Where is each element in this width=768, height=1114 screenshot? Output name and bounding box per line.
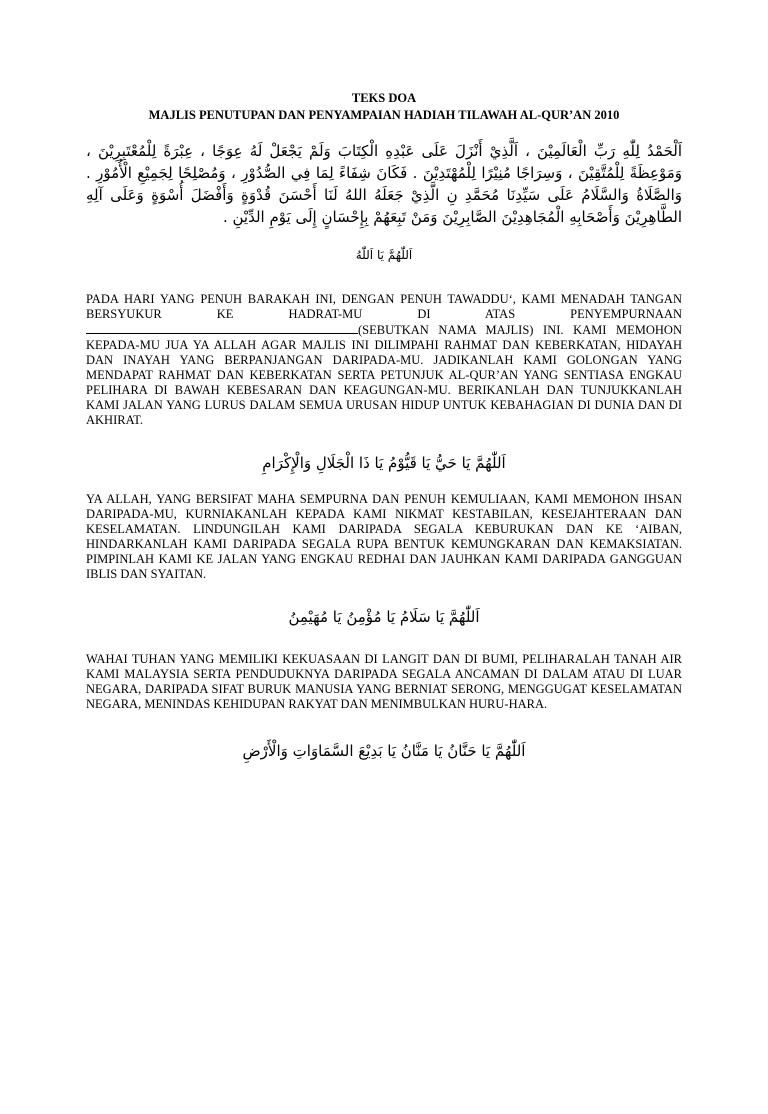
- arabic-invocation-allahumma: اَللّٰهُمَّ يَا اَللّٰهُ: [355, 248, 413, 262]
- document-page: [0, 90, 768, 1114]
- prayer-paragraph-3: WAHAI TUHAN YANG MEMILIKI KEKUASAAN DI LANGIT DAN DI BUMI, PELIHARALAH TANAH AIR KAMI MALAYSIA SERTA PENDUDUKNYA DARIPADA SEGALA ANCAMAN DI DALAM ATAU DI LUAR NEGARA, DARIPADA SIFAT BURUK MANUSIA YANG BERNIAT SERONG, MENGGUGAT KESELAMATAN NEGARA, MENINDAS KEHIDUPAN RAKYAT DAN MENIMBULKAN HURU-HARA.: [86, 652, 682, 711]
- majlis-name-blank: [86, 322, 358, 334]
- prayer-paragraph-2: YA ALLAH, YANG BERSIFAT MAHA SEMPURNA DAN PENUH KEMULIAAN, KAMI MEMOHON IHSAN DARIPADA-MU, KURNIAKANLAH KEPADA KAMI NIKMAT KESTABILAN, KESEJAHTERAAN DAN KESELAMATAN. LINDUNGILAH KAMI DARIPADA SEGALA KEBURUKAN DAN KE ‘AIBAN, HINDARKANLAH KAMI DARIPADA SEGALA RUPA BENTUK KEMUNGKARAN DAN KEMAKSIATAN. PIMPINLAH KAMI KE JALAN YANG ENGKAU REDHAI DAN JAUHKAN KAMI DARIPADA GANGGUAN IBLIS DAN SYAITAN.: [86, 492, 682, 581]
- arabic-invocation-hannan-mannan: اَللّٰهُمَّ يَا حَنَّانُ يَا مَنَّانُ يَا بَدِيْعَ السَّمَاوَاتِ وَالْأَرْضِ: [242, 742, 526, 760]
- document-title: TEKS DOA: [351, 91, 417, 105]
- prayer-paragraph-1: [86, 292, 682, 428]
- arabic-invocation-hayyu-qayyum: اَللّٰهُمَّ يَا حَيُّ يَا قَيُّوْمُ يَا ذَا الْجَلَالِ وَالْإِكْرَامِ: [262, 454, 506, 472]
- arabic-invocation-salam-mumin: اَللّٰهُمَّ يَا سَلَامُ يَا مُؤْمِنُ يَا مُهَيْمِنُ: [288, 608, 480, 626]
- prayer-paragraph-1-text-a: PADA HARI YANG PENUH BARAKAH INI, DENGAN PENUH TAWADDU‘, KAMI MENADAH TANGAN BERSYUKUR KE HADRAT-MU DI ATAS PENYEMPURNAAN: [86, 292, 682, 321]
- arabic-opening-prayer: اَلْحَمْدُ لِلّٰهِ رَبِّ الْعَالَمِيْنَ ، اَلَّذِيْ أَنْزَلَ عَلَى عَبْدِهِ الْكِتَابَ وَلَمْ يَجْعَلْ لَهُ عِوَجًا ، عِبْرَةً لِلْمُعْتَبِرِيْنَ ، وَمَوْعِظَةً لِلْمُتَّقِيْنَ ، وَسِرَاجًا مُنِيْرًا لِلْمُهْتَدِيْنَ . فَكَانَ شِفَاءً لِمَا فِي الصُّدُوْرِ ، وَمُصْلِحًا لِجَمِيْعِ الْأُمُوْرِ . وَالصَّلَاةُ وَالسَّلَامُ عَلَى سَيِّدِنَا مُحَمَّدِ نِ الَّذِيْ جَعَلَهُ اللهُ لَنَا أَحْسَنَ قُدْوَةٍ وَأَفْضَلَ أُسْوَةٍ وَعَلَى آلِهِ الطَّاهِرِيْنَ وَأَصْحَابِهِ الْمُجَاهِدِيْنَ الصَّابِرِيْنَ وَمَنْ تَبِعَهُمْ بِإِحْسَانٍ إِلَى يَوْمِ الدِّيْنِ .: [86, 142, 682, 226]
- document-subtitle: MAJLIS PENUTUPAN DAN PENYAMPAIAN HADIAH TILAWAH AL-QUR’AN 2010: [148, 108, 620, 122]
- prayer-paragraph-1-text-b: (SEBUTKAN NAMA MAJLIS) INI. KAMI MEMOHON KEPADA-MU JUA YA ALLAH AGAR MAJLIS INI DILIMPAHI RAHMAT DAN KEBERKATAN, HIDAYAH DAN INAYAH YANG BERPANJANGAN DARIPADA-MU. JADIKANLAH KAMI GOLONGAN YANG MENDAPAT RAHMAT DAN KEBERKATAN SERTA PETUNJUK AL-QUR’AN YANG SENTIASA ENGKAU PELIHARA DI BAWAH KEBESARAN DAN KEAGUNGAN-MU. BERIKANLAH DAN TUNJUKKANLAH KAMI JALAN YANG LURUS DALAM SEMUA URUSAN HIDUP UNTUK KEBAHAGIAN DI DUNIA DAN DI AKHIRAT.: [86, 323, 682, 427]
